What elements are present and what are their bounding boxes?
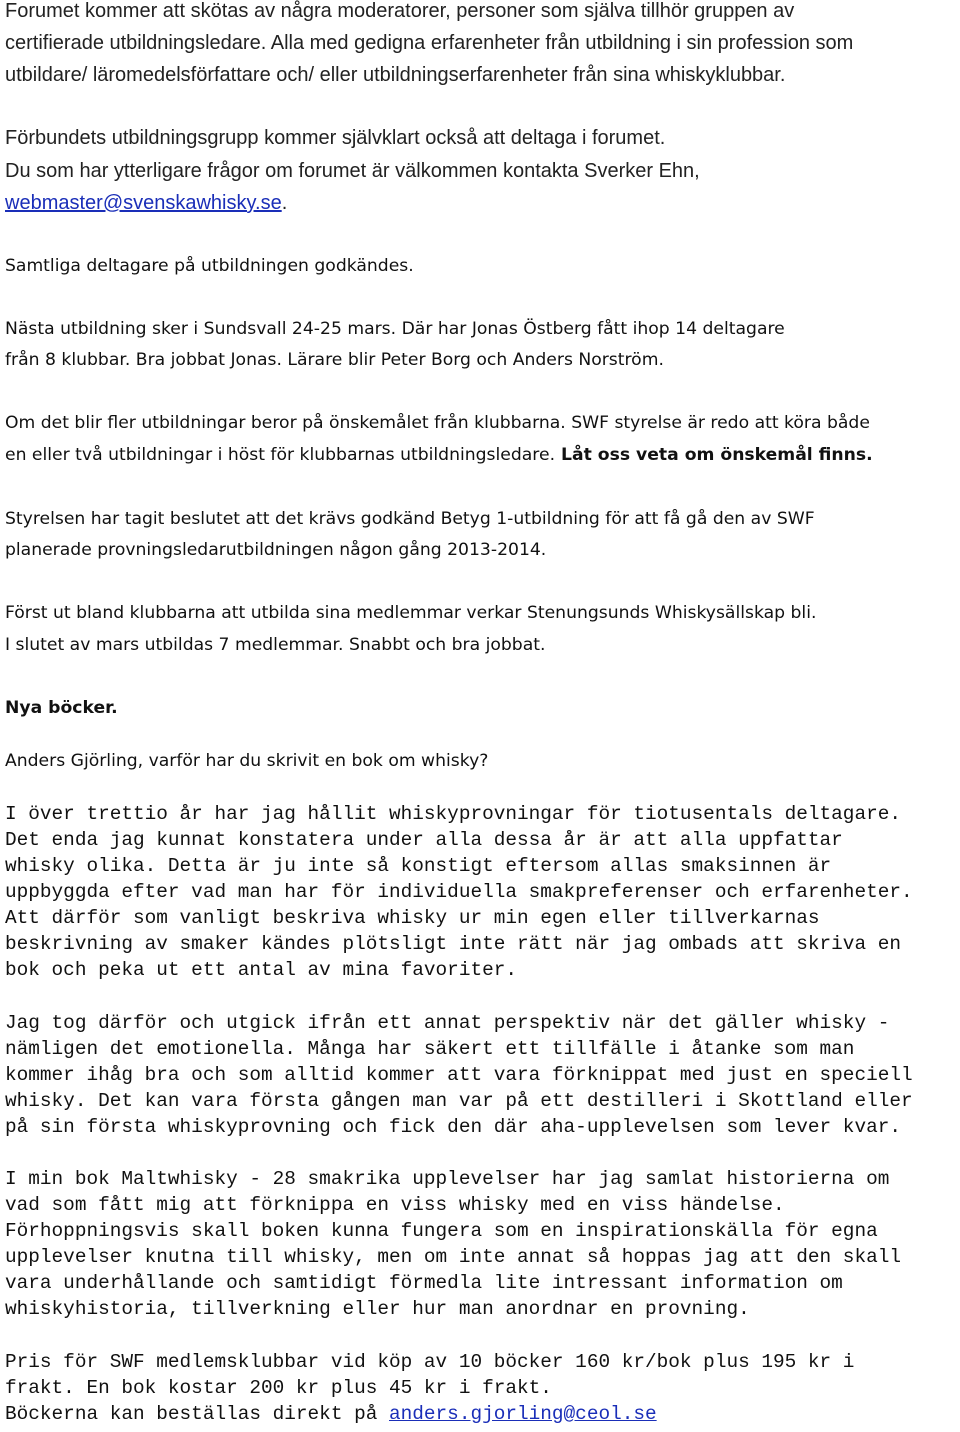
- para6-line1: Styrelsen har tagit beslutet att det krävs godkänd Betyg 1-utbildning för att få gå den av SWF: [5, 509, 815, 529]
- webmaster-email-link[interactable]: webmaster@svenskawhisky.se: [5, 192, 282, 214]
- mono3-line6: whiskyhistoria, tillverkning eller hur man anordnar en provning.: [5, 1298, 750, 1320]
- para5-line2-text: en eller två utbildningar i höst för klubbarnas utbildningsledare.: [5, 445, 556, 465]
- mono1-line3: whisky olika. Detta är ju inte så konstigt eftersom allas smaksinnen är: [5, 855, 832, 877]
- para2-line1: Förbundets utbildningsgrupp kommer självklart också att deltaga i forumet.: [5, 127, 666, 149]
- mono3-line4: upplevelser knutna till whisky, men om inte annat så hoppas jag att den skall: [5, 1246, 901, 1268]
- para1-line2: certifierade utbildningsledare. Alla med gedigna erfarenheter från utbildning i sin profession som: [5, 32, 854, 54]
- mono3-line1: I min bok Maltwhisky - 28 smakrika upplevelser har jag samlat historierna om: [5, 1168, 890, 1190]
- order-text: Böckerna kan beställas direkt på: [5, 1403, 389, 1425]
- para7-line2: I slutet av mars utbildas 7 medlemmar. Snabbt och bra jobbat.: [5, 635, 546, 655]
- mono2-line3: kommer ihåg bra och som alltid kommer att vara förknippat med just en speciell: [5, 1064, 913, 1086]
- para7-line1: Först ut bland klubbarna att utbilda sina medlemmar verkar Stenungsunds Whiskysällskap bli.: [5, 603, 817, 623]
- para1-line1: Forumet kommer att skötas av några moderatorer, personer som själva tillhör gruppen av: [5, 0, 795, 22]
- para4-line1: Nästa utbildning sker i Sundsvall 24-25 mars. Där har Jonas Östberg fått ihop 14 deltagare: [5, 319, 785, 339]
- mono3-line2: vad som fått mig att förknippa en viss whisky med en viss händelse.: [5, 1194, 785, 1216]
- para2-line2: Du som har ytterligare frågor om forumet är välkommen kontakta Sverker Ehn,: [5, 160, 700, 182]
- mono1-line4: uppbyggda efter vad man har för individuella smakpreferenser och erfarenheter.: [5, 881, 913, 903]
- interview-question: Anders Gjörling, varför har du skrivit en bok om whisky?: [5, 751, 489, 771]
- mono2-line4: whisky. Det kan vara första gången man var på ett destilleri i Skottland eller: [5, 1090, 913, 1112]
- para5-line1: Om det blir fler utbildningar beror på önskemålet från klubbarna. SWF styrelse är redo att köra både: [5, 413, 870, 433]
- mono1-line6: beskrivning av smaker kändes plötsligt inte rätt när jag ombads att skriva en: [5, 933, 901, 955]
- mono1-line5: Att därför som vanligt beskriva whisky ur min egen eller tillverkarnas: [5, 907, 820, 929]
- para4-line2: från 8 klubbar. Bra jobbat Jonas. Lärare blir Peter Borg och Anders Norström.: [5, 350, 664, 370]
- mono2-line5: på sin första whiskyprovning och fick den där aha-upplevelsen som lever kvar.: [5, 1116, 901, 1138]
- order-line: [5, 1401, 657, 1427]
- mono1-line1: I över trettio år har jag hållit whiskyprovningar för tiotusentals deltagare.: [5, 803, 901, 825]
- mono3-line5: vara underhållande och samtidigt förmedla lite intressant information om: [5, 1272, 843, 1294]
- mono4-line2: frakt. En bok kostar 200 kr plus 45 kr i frakt.: [5, 1377, 552, 1399]
- order-email-link[interactable]: anders.gjorling@ceol.se: [389, 1403, 657, 1425]
- para2-line3: [5, 187, 287, 219]
- para2-period: .: [281, 192, 288, 214]
- mono3-line3: Förhoppningsvis skall boken kunna fungera som en inspirationskälla för egna: [5, 1220, 878, 1242]
- para1-line3: utbildare/ läromedelsförfattare och/ eller utbildningserfarenheter från sina whiskyklubbar.: [5, 64, 786, 86]
- mono1-line2: Det enda jag kunnat konstatera under alla dessa år är att alla uppfattar: [5, 829, 843, 851]
- para3: Samtliga deltagare på utbildningen godkändes.: [5, 256, 414, 276]
- mono2-line2: nämligen det emotionella. Många har säkert ett tillfälle i åtanke som man: [5, 1038, 855, 1060]
- mono2-line1: Jag tog därför och utgick ifrån ett annat perspektiv när det gäller whisky -: [5, 1012, 890, 1034]
- section-heading: Nya böcker.: [5, 698, 118, 718]
- para5-line2: [5, 439, 873, 471]
- para5-line2-bold: Låt oss veta om önskemål finns.: [555, 445, 873, 465]
- mono4-line1: Pris för SWF medlemsklubbar vid köp av 10 böcker 160 kr/bok plus 195 kr i: [5, 1351, 855, 1373]
- mono1-line7: bok och peka ut ett antal av mina favoriter.: [5, 959, 517, 981]
- para6-line2: planerade provningsledarutbildningen någon gång 2013-2014.: [5, 540, 547, 560]
